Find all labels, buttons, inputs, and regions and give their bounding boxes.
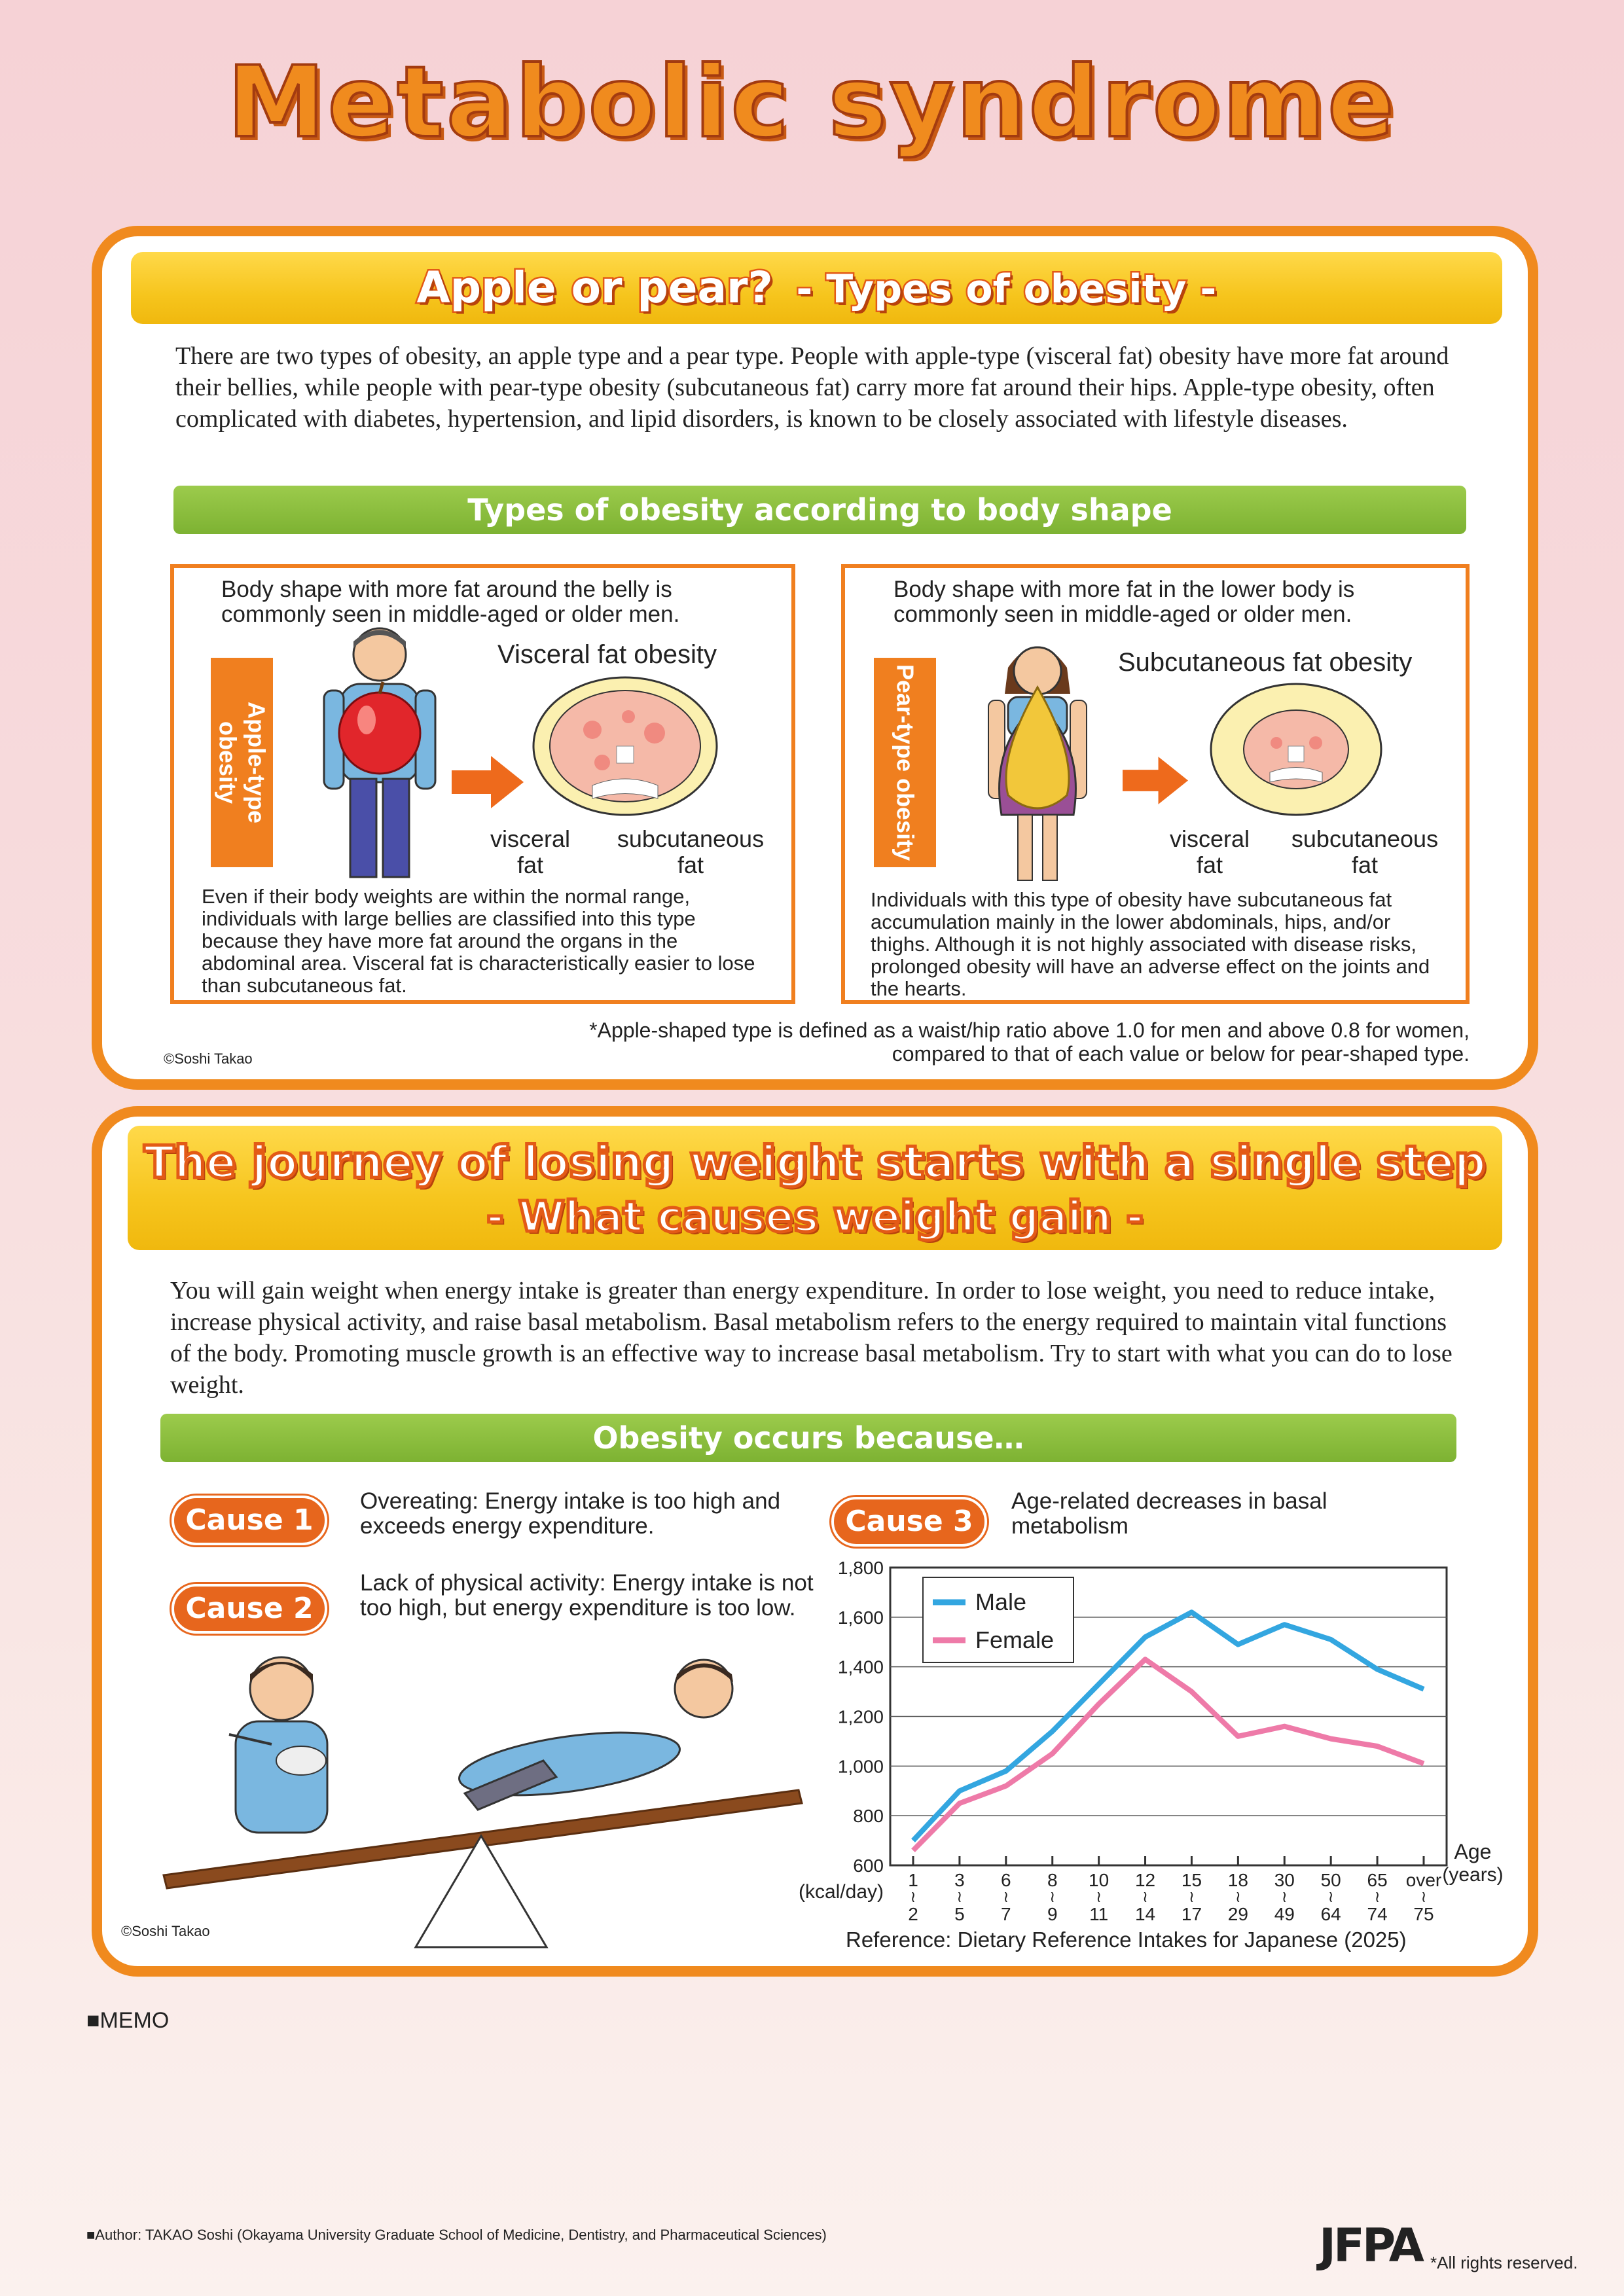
chart-x-tick-label: 1 xyxy=(908,1870,918,1890)
chart-x-tick-range-mark: ≀ xyxy=(1420,1888,1427,1906)
chart-y-tick-label: 600 xyxy=(853,1856,884,1876)
apple-label-subcutaneous: subcutaneous fat xyxy=(617,825,765,878)
section2-intro: You will gain weight when energy intake is greater than energy expenditure. In order to lose weight, you need to reduce intake, increase physical activity, and raise basal metabolism. Basal metabolism refers to the energy required to maintain vital functions of the body. Promoting muscle growth is an effective way to increase basal metabolism. Try to start with what you can do to lose weight. xyxy=(170,1277,1453,1399)
seesaw-illustration xyxy=(151,1649,818,1950)
chart-y-tick-label: 800 xyxy=(853,1806,884,1827)
chart-x-tick-range-mark: ≀ xyxy=(910,1888,916,1906)
chart-x-tick-label: 15 xyxy=(1181,1870,1202,1890)
pear-type-side-label: Pear-type obesity xyxy=(874,658,936,867)
chart-x-tick-label: 9 xyxy=(1047,1904,1058,1924)
chart-x-tick-label: 17 xyxy=(1181,1904,1202,1924)
chart-x-tick-range-mark: ≀ xyxy=(1327,1888,1334,1906)
author-credit: ■Author: TAKAO Soshi (Okayama University Graduate School of Medicine, Dentistry, and Pharmaceutical Sciences) xyxy=(86,2227,827,2243)
cause3-label: Cause 3 xyxy=(831,1497,987,1547)
chart-x-tick-label: 75 xyxy=(1413,1904,1434,1924)
chart-x-tick-label: 49 xyxy=(1274,1904,1295,1924)
apple-man-illustration xyxy=(314,622,445,884)
section2-credit: ©Soshi Takao xyxy=(121,1923,210,1939)
pear-woman-illustration xyxy=(972,632,1103,887)
chart-x-tick-label: 50 xyxy=(1320,1870,1341,1890)
chart-reference: Reference: Dietary Reference Intakes for Japanese (2025) xyxy=(846,1928,1407,1952)
jfpa-logo: JFPA xyxy=(1319,2219,1422,2272)
chart-x-tick-label: 64 xyxy=(1320,1904,1341,1924)
chart-x-axis-label: Age xyxy=(1454,1840,1492,1863)
section1-intro: There are two types of obesity, an apple type and a pear type. People with apple-type (visceral fat) obesity have more fat around their bellies, while people with pear-type obesity (subcutaneous fat) carry more fat around their hips. Apple-type obesity, often complicated with diabetes, hypertension, and lipid disorders, is known to be closely associated with lifestyle diseases. xyxy=(175,342,1449,433)
pear-type-description: Body shape with more fat in the lower body is commonly seen in middle-aged or older men. xyxy=(893,577,1355,627)
chart-x-tick-range-mark: ≀ xyxy=(1374,1888,1380,1906)
chart-y-tick-label: 1,800 xyxy=(837,1558,884,1578)
visceral-fat-cross-section xyxy=(530,674,720,818)
chart-x-tick-label: 7 xyxy=(1001,1904,1011,1924)
apple-type-description: Body shape with more fat around the belly is commonly seen in middle-aged or older men. xyxy=(221,577,680,627)
arrow-right-icon xyxy=(1123,756,1188,805)
chart-x-tick-label: 2 xyxy=(908,1904,918,1924)
section1-bar: Types of obesity according to body shape xyxy=(173,486,1466,534)
cause2-text: Lack of physical activity: Energy intake is not too high, but energy expenditure is too low. xyxy=(360,1570,814,1621)
chart-x-tick-label: 30 xyxy=(1274,1870,1295,1890)
chart-x-tick-label: 14 xyxy=(1134,1904,1156,1924)
pear-label-visceral: visceral fat xyxy=(1169,825,1250,878)
chart-y-axis-unit: (kcal/day) xyxy=(798,1881,884,1903)
chart-x-tick-label: 18 xyxy=(1227,1870,1248,1890)
chart-x-tick-range-mark: ≀ xyxy=(1049,1888,1056,1906)
page-title: Metabolic syndrome xyxy=(227,46,1397,160)
chart-y-tick-label: 1,200 xyxy=(837,1706,884,1727)
arrow-right-icon xyxy=(452,756,524,808)
pear-diagram-title: Subcutaneous fat obesity xyxy=(1118,648,1413,677)
apple-type-note: Even if their body weights are within the normal range, individuals with large bellies are classified into this type because they have more fat around the organs in the abdominal area. Visceral fat is characteristically easier to lose than subcutaneous fat. xyxy=(202,885,755,997)
chart-x-tick-range-mark: ≀ xyxy=(1188,1888,1195,1906)
chart-x-tick-label: 10 xyxy=(1089,1870,1110,1890)
chart-x-tick-range-mark: ≀ xyxy=(1235,1888,1241,1906)
section2-bar: Obesity occurs because… xyxy=(160,1414,1456,1462)
chart-legend-label: Female xyxy=(975,1626,1055,1653)
cause2-label: Cause 2 xyxy=(171,1584,327,1634)
apple-type-side-label: Apple-type obesity xyxy=(211,658,273,867)
chart-x-tick-label: 6 xyxy=(1001,1870,1011,1890)
section2-ribbon xyxy=(128,1126,1502,1250)
section2-ribbon-line1: The journey of losing weight starts with a single step xyxy=(143,1137,1487,1189)
cause1-label: Cause 1 xyxy=(171,1496,327,1545)
section1-footnote-line1: *Apple-shaped type is defined as a waist/hip ratio above 1.0 for men and above 0.8 for women, xyxy=(589,1018,1470,1042)
basal-metabolism-chart xyxy=(792,1551,1519,1944)
chart-x-tick-range-mark: ≀ xyxy=(1096,1888,1102,1906)
chart-x-tick-range-mark: ≀ xyxy=(1142,1888,1149,1906)
chart-y-tick-label: 1,000 xyxy=(837,1756,884,1777)
section1-footnote-line2: compared to that of each value or below for pear-shaped type. xyxy=(892,1042,1470,1066)
chart-x-tick-label: 65 xyxy=(1367,1870,1388,1890)
chart-x-tick-label: over xyxy=(1405,1870,1442,1890)
chart-x-tick-label: 5 xyxy=(954,1904,965,1924)
memo-label: ■MEMO xyxy=(86,2008,170,2033)
section1-credit: ©Soshi Takao xyxy=(164,1050,253,1067)
rights-text: *All rights reserved. xyxy=(1430,2253,1578,2272)
chart-x-tick-label: 12 xyxy=(1134,1870,1156,1890)
cause3-text: Age-related decreases in basal metabolism xyxy=(1011,1488,1327,1539)
chart-legend-label: Male xyxy=(975,1588,1027,1615)
section1-ribbon-main: Apple or pear? xyxy=(416,262,773,313)
section1-ribbon xyxy=(131,252,1502,324)
cause1-text: Overeating: Energy intake is too high and exceeds energy expenditure. xyxy=(360,1488,781,1539)
section2-ribbon-line2: - What causes weight gain - xyxy=(486,1193,1144,1242)
section1-ribbon-sub: - Types of obesity - xyxy=(796,266,1217,312)
apple-diagram-title: Visceral fat obesity xyxy=(497,640,717,669)
pear-label-subcutaneous: subcutaneous fat xyxy=(1291,825,1439,878)
pear-type-note: Individuals with this type of obesity have subcutaneous fat accumulation mainly in the lower abdominals, hips, and/or thighs. Although it is not highly associated with disease risks, prolonged obesity will have an adverse effect on the joints and the hearts. xyxy=(871,888,1430,1000)
chart-x-tick-label: 11 xyxy=(1089,1904,1109,1924)
subcutaneous-fat-cross-section xyxy=(1208,681,1384,818)
chart-x-tick-label: 3 xyxy=(954,1870,965,1890)
chart-x-axis-label: (years) xyxy=(1442,1864,1504,1886)
chart-x-tick-range-mark: ≀ xyxy=(1003,1888,1009,1906)
chart-x-tick-label: 74 xyxy=(1367,1904,1388,1924)
apple-label-visceral: visceral fat xyxy=(490,825,571,878)
chart-y-tick-label: 1,400 xyxy=(837,1657,884,1677)
chart-x-tick-range-mark: ≀ xyxy=(956,1888,963,1906)
chart-x-tick-range-mark: ≀ xyxy=(1281,1888,1288,1906)
chart-x-tick-label: 8 xyxy=(1047,1870,1058,1890)
chart-x-tick-label: 29 xyxy=(1227,1904,1248,1924)
chart-y-tick-label: 1,600 xyxy=(837,1607,884,1628)
